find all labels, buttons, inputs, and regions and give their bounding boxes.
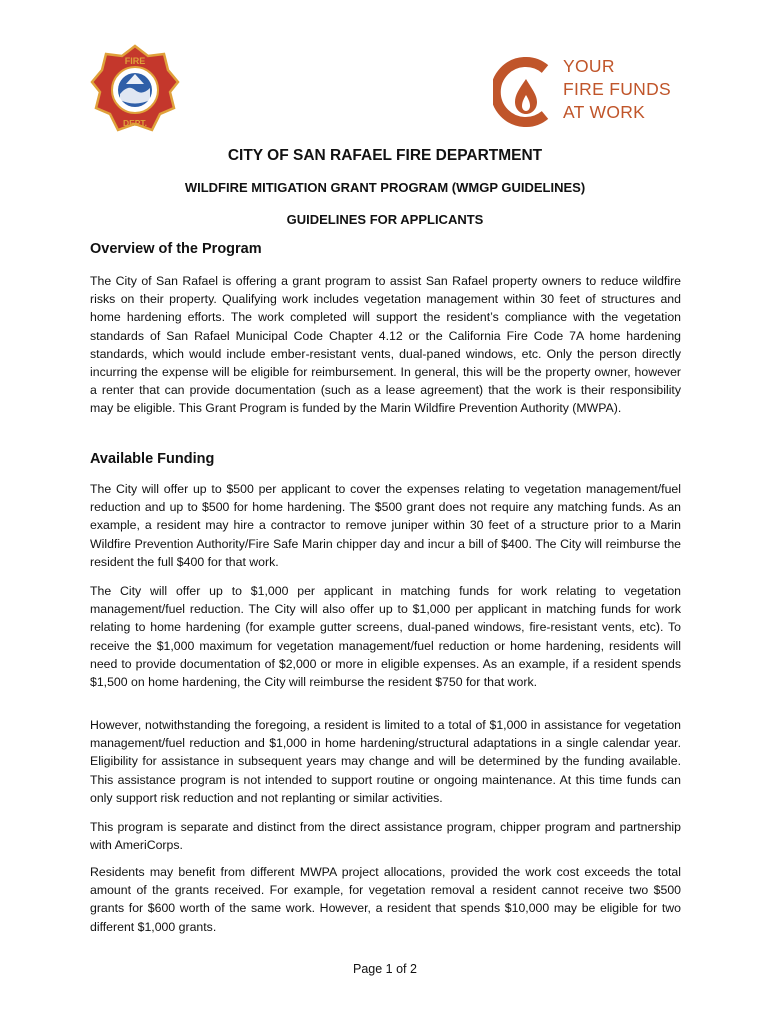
- funding-heading: Available Funding: [90, 451, 215, 467]
- fire-dept-badge-graphic: [90, 44, 180, 136]
- badge-bottom-text: DEPT.: [122, 118, 148, 128]
- flame-c-icon: [493, 57, 555, 127]
- wordmark-line-3: AT WORK: [563, 102, 646, 122]
- wordmark-line-1: YOUR: [563, 56, 615, 76]
- funding-paragraph-3: However, notwithstanding the foregoing, a resident is limited to a total of $1,000 in assistance for vegetation management/fuel reduction and $1,000 in home hardening/structural adaptations in a single calendar year. Eligibility for assistance in subsequent years may change and will be determined by the funding available. This assistance program is not intended to support routine or ongoing maintenance. At this time funds can only support risk reduction and not replanting or similar activities.: [90, 718, 681, 805]
- overview-paragraph: The City of San Rafael is offering a grant program to assist San Rafael property owners to reduce wildfire risks on their property. Qualifying work includes vegetation management within 30 feet of structures and home hardening efforts. The work completed will support the resident’s compliance with the vegetation standards of San Rafael Municipal Code Chapter 4.12 or the California Fire Code 7A home hardening standards, which would include ember-resistant vents, dual-paned windows, etc. Only the person directly incurring the expense will be eligible for reimbursement. In general, this will be the property owner, however a renter that can provide documentation (such as a lease agreement) that the work is their responsibility may be eligible. This Grant Program is funded by the Marin Wildfire Prevention Authority (MWPA).: [90, 274, 681, 416]
- funding-paragraph-4: This program is separate and distinct from the direct assistance program, chipper program and partnership with AmeriCorps.: [90, 820, 681, 853]
- document-subtitle: WILDFIRE MITIGATION GRANT PROGRAM (WMGP GUIDELINES): [184, 180, 586, 195]
- funding-paragraph-1: The City will offer up to $500 per applicant to cover the expenses relating to vegetation management/fuel reduction and up to $500 for home hardening. The $500 grant does not require any matching funds. As an example, a resident may hire a contractor to remove juniper within 30 feet of a structure prior to a Marin Wildfire Prevention Authority/Fire Safe Marin chipper day and incur a bill of $400. The City will reimburse the resident the full $400 for that work.: [90, 482, 681, 569]
- overview-heading: Overview of the Program: [90, 241, 262, 257]
- document-title: CITY OF SAN RAFAEL FIRE DEPARTMENT: [227, 147, 543, 164]
- page-number: Page 1 of 2: [353, 962, 417, 976]
- badge-top-text: FIRE: [124, 56, 146, 66]
- fire-funds-logo: [493, 55, 693, 131]
- funding-paragraph-2: The City will offer up to $1,000 per applicant in matching funds for work relating to vegetation management/fuel reduction. The City will also offer up to $1,000 per applicant in matching funds for work relating to home hardening (for example gutter screens, dual-paned windows, fire-resistant vents, etc). To receive the $1,000 maximum for vegetation management/fuel reduction or home hardening, residents will need to provide documentation of $2,000 or more in eligible expenses. As an example, if a resident spends $1,500 on home hardening, the City will reimburse the resident $750 for that work.: [90, 584, 681, 690]
- fire-dept-badge-icon: [90, 44, 180, 136]
- funding-paragraph-5: Residents may benefit from different MWPA project allocations, provided the work cost exceeds the total amount of the grants received. For example, for vegetation removal a resident cannot receive two $500 grants for $600 worth of the same work. However, a resident that spends $10,000 may be eligible for two different $1,000 grants.: [90, 865, 681, 934]
- fire-funds-wordmark: [563, 55, 671, 124]
- document-subtitle-2: GUIDELINES FOR APPLICANTS: [286, 212, 484, 227]
- wordmark-line-2: FIRE FUNDS: [563, 79, 671, 99]
